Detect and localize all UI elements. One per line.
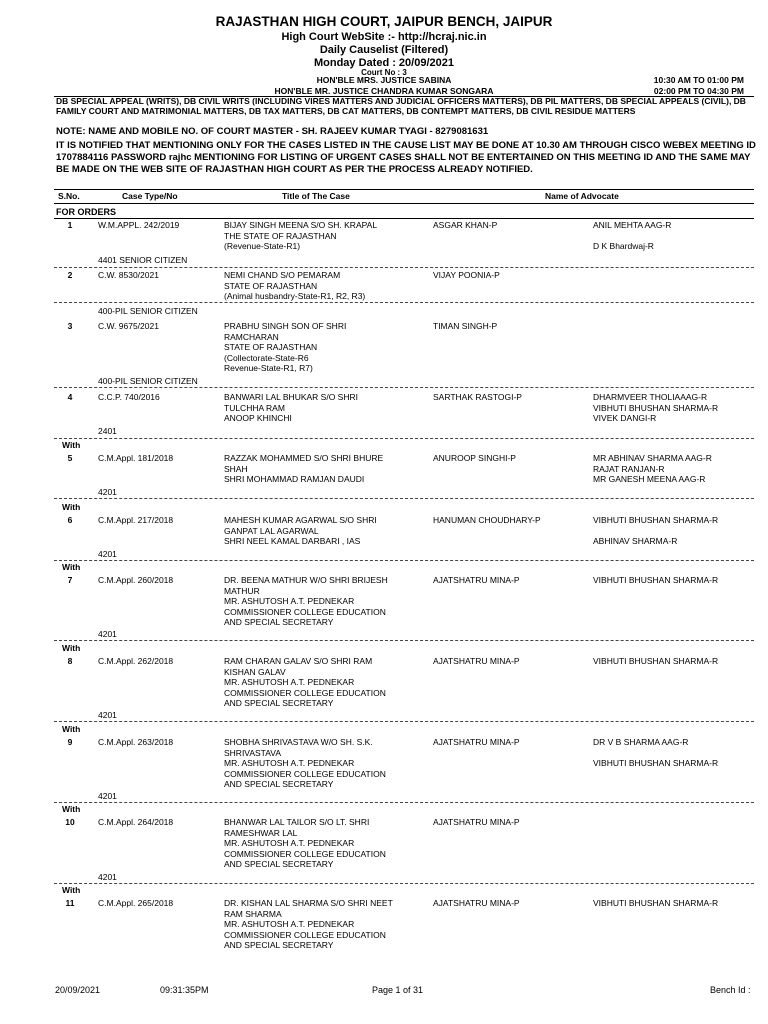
table-header-bottom-rule — [54, 203, 754, 204]
respondent-advocate: DR V B SHARMA AAG-R — [593, 737, 689, 747]
case-title-line: AND SPECIAL SECRETARY — [224, 698, 334, 708]
case-title-line: SHAH — [224, 463, 248, 474]
respondent-advocate: VIBHUTI BHUSHAN SHARMA-R — [593, 575, 719, 585]
serial-number: 3 — [67, 321, 73, 331]
col-title-header: Title of The Case — [282, 191, 350, 201]
petitioner-advocate: TIMAN SINGH-P — [433, 321, 498, 331]
case-title-line: BIJAY SINGH MEENA S/O SH. KRAPAL — [224, 220, 378, 230]
respondent-advocate: VIBHUTI BHUSHAN SHARMA-R — [593, 656, 719, 666]
case-title-line: MATHUR — [224, 585, 260, 596]
list-type: Daily Causelist (Filtered) — [319, 44, 449, 56]
session-time-2: 02:00 PM TO 04:30 PM — [653, 86, 744, 96]
case-number: C.W. 9675/2021 — [98, 321, 159, 331]
case-title-line: AND SPECIAL SECRETARY — [224, 779, 334, 789]
case-title-line: ANOOP KHINCHI — [224, 413, 292, 423]
case-title-line: SHRI NEEL KAMAL DARBARI , IAS — [224, 536, 361, 546]
case-note: 4201 — [98, 710, 117, 720]
case-number: C.M.Appl. 264/2018 — [98, 817, 174, 827]
case-title-line: KISHAN GALAV — [224, 666, 286, 677]
case-title-line: DR. KISHAN LAL SHARMA S/O SHRI NEET — [224, 898, 393, 908]
respondent-advocate: DHARMVEER THOLIAAAG-R — [593, 392, 708, 402]
case-title-line: AND SPECIAL SECRETARY — [224, 859, 334, 869]
petitioner-advocate: ASGAR KHAN-P — [433, 220, 498, 230]
respondent-advocate: ANIL MEHTA AAG-R — [593, 220, 672, 230]
case-note: 400-PIL SENIOR CITIZEN — [98, 306, 198, 316]
case-note: 400-PIL SENIOR CITIZEN — [98, 376, 198, 386]
respondent-advocate: VIBHUTI BHUSHAN SHARMA-R — [593, 898, 719, 908]
judge-2: HON'BLE MR. JUSTICE CHANDRA KUMAR SONGARA — [274, 86, 494, 96]
petitioner-advocate: VIJAY POONIA-P — [433, 270, 500, 280]
footer-page: Page 1 of 31 — [372, 985, 424, 995]
session-time-1: 10:30 AM TO 01:00 PM — [653, 75, 744, 85]
case-title-line: MR. ASHUTOSH A.T. PEDNEKAR — [224, 758, 355, 768]
case-title-line: MR. ASHUTOSH A.T. PEDNEKAR — [224, 919, 355, 929]
row-divider — [54, 640, 754, 641]
serial-number: 5 — [67, 453, 73, 463]
case-title-line: COMMISSIONER COLLEGE EDUCATION — [224, 848, 386, 859]
case-number: C.M.Appl. 265/2018 — [98, 898, 174, 908]
row-divider — [54, 438, 754, 439]
respondent-advocate: VIBHUTI BHUSHAN SHARMA-R — [593, 515, 719, 525]
matters-list: DB SPECIAL APPEAL (WRITS), DB CIVIL WRITS (INCLUDING VIRES MATTERS AND JUDICIAL OFFICERS MATTERS), DB PIL MATTERS, DB SPECIAL APPEALS (CIVIL), DB FAMILY COURT AND MATRIMONIAL MATTERS, DB TAX MATTERS, DB CAT MATTERS, DB CONTEMPT MATTERS, DB CIVIL RESIDUE MATTERS — [56, 96, 746, 116]
case-title-line: COMMISSIONER COLLEGE EDUCATION — [224, 929, 386, 940]
serial-number: 6 — [67, 515, 73, 525]
case-title-line: COMMISSIONER COLLEGE EDUCATION — [224, 768, 386, 779]
row-divider — [54, 387, 754, 388]
serial-number: 9 — [67, 737, 73, 747]
case-title-line: RAZZAK MOHAMMED S/O SHRI BHURE — [224, 453, 384, 463]
petitioner-advocate: AJATSHATRU MINA-P — [433, 817, 520, 827]
respondent-advocate: VIVEK DANGI-R — [593, 413, 657, 423]
case-title-line: STATE OF RAJASTHAN — [224, 280, 318, 291]
list-date: Monday Dated : 20/09/2021 — [313, 57, 454, 69]
case-title-line: MAHESH KUMAR AGARWAL S/O SHRI — [224, 515, 377, 525]
case-number: C.M.Appl. 181/2018 — [98, 453, 174, 463]
row-divider — [54, 560, 754, 561]
petitioner-advocate: SARTHAK RASTOGI-P — [433, 392, 522, 402]
case-title-line: GANPAT LAL AGARWAL — [224, 525, 319, 536]
respondent-advocate: ABHINAV SHARMA-R — [593, 536, 678, 546]
row-divider — [54, 302, 754, 303]
row-divider — [54, 498, 754, 499]
respondent-advocate: MR ABHINAV SHARMA AAG-R — [593, 453, 712, 463]
case-title-line: COMMISSIONER COLLEGE EDUCATION — [224, 606, 386, 617]
with-label: With — [62, 804, 81, 814]
case-title-line: RAM CHARAN GALAV S/O SHRI RAM — [224, 656, 373, 666]
case-title-line: BANWARI LAL BHUKAR S/O SHRI — [224, 392, 358, 402]
court-master-note: NOTE: NAME AND MOBILE NO. OF COURT MASTER - SH. RAJEEV KUMAR TYAGI - 8279081631 — [56, 126, 489, 137]
respondent-advocate: RAJAT RANJAN-R — [593, 463, 665, 474]
case-title-line: RAM SHARMA — [224, 908, 282, 919]
case-note: 4201 — [98, 487, 117, 497]
case-number: C.M.Appl. 263/2018 — [98, 737, 174, 747]
case-title-line: DR. BEENA MATHUR W/O SHRI BRIJESH — [224, 575, 388, 585]
case-note: 4201 — [98, 549, 117, 559]
case-title-line: TULCHHA RAM — [224, 402, 285, 413]
case-number: C.C.P. 740/2016 — [98, 392, 160, 402]
court-title: RAJASTHAN HIGH COURT, JAIPUR BENCH, JAIPUR — [215, 14, 553, 29]
case-number: C.M.Appl. 262/2018 — [98, 656, 174, 666]
case-title-line: MR. ASHUTOSH A.T. PEDNEKAR — [224, 838, 355, 848]
case-note: 4201 — [98, 629, 117, 639]
serial-number: 2 — [67, 270, 73, 280]
case-title-line: AND SPECIAL SECRETARY — [224, 940, 334, 950]
case-title-line: THE STATE OF RAJASTHAN — [224, 230, 337, 241]
case-note: 4401 SENIOR CITIZEN — [98, 255, 188, 265]
petitioner-advocate: AJATSHATRU MINA-P — [433, 575, 520, 585]
case-title-line: MR. ASHUTOSH A.T. PEDNEKAR — [224, 677, 355, 687]
case-number: W.M.APPL. 242/2019 — [98, 220, 180, 230]
col-case-type-header: Case Type/No — [122, 191, 178, 201]
case-number: C.M.Appl. 260/2018 — [98, 575, 174, 585]
with-label: With — [62, 562, 81, 572]
row-divider — [54, 267, 754, 268]
case-title-line: NEMI CHAND S/O PEMARAM — [224, 270, 341, 280]
with-label: With — [62, 885, 81, 895]
case-title-line: PRABHU SINGH SON OF SHRI — [224, 321, 347, 331]
footer-time: 09:31:35PM — [160, 985, 209, 995]
case-title-line: RAMCHARAN — [224, 331, 279, 342]
petitioner-advocate: AJATSHATRU MINA-P — [433, 656, 520, 666]
respondent-advocate: VIBHUTI BHUSHAN SHARMA-R — [593, 758, 719, 768]
section-rule — [54, 218, 754, 219]
footer-bench-id: Bench Id : — [710, 985, 751, 995]
respondent-advocate: MR GANESH MEENA AAG-R — [593, 474, 706, 484]
case-title-line: STATE OF RAJASTHAN — [224, 342, 318, 352]
case-title-line: (Collectorate-State-R6 — [224, 352, 309, 363]
with-label: With — [62, 643, 81, 653]
footer-date: 20/09/2021 — [55, 985, 101, 995]
petitioner-advocate: HANUMAN CHOUDHARY-P — [433, 515, 541, 525]
petitioner-advocate: AJATSHATRU MINA-P — [433, 898, 520, 908]
case-title-line: (Animal husbandry-State-R1, R2, R3) — [224, 291, 366, 301]
table-header-top-rule — [54, 189, 754, 190]
case-title-line: SHOBHA SHRIVASTAVA W/O SH. S.K. — [224, 737, 373, 747]
case-note: 4201 — [98, 791, 117, 801]
case-note: 2401 — [98, 426, 117, 436]
serial-number: 11 — [65, 898, 75, 908]
section-for-orders: FOR ORDERS — [56, 207, 117, 217]
with-label: With — [62, 724, 81, 734]
case-title-line: SHRI MOHAMMAD RAMJAN DAUDI — [224, 474, 365, 484]
court-number: Court No : 3 — [361, 68, 407, 77]
row-divider — [54, 721, 754, 722]
case-title-line: COMMISSIONER COLLEGE EDUCATION — [224, 687, 386, 698]
case-title-line: BHANWAR LAL TAILOR S/O LT. SHRI — [224, 817, 370, 827]
case-title-line: SHRIVASTAVA — [224, 747, 281, 758]
with-label: With — [62, 502, 81, 512]
case-title-line: AND SPECIAL SECRETARY — [224, 617, 334, 627]
serial-number: 7 — [67, 575, 73, 585]
mentioning-notice: IT IS NOTIFIED THAT MENTIONING ONLY FOR THE CASES LISTED IN THE CAUSE LIST MAY BE DONE AT 10.30 AM THROUGH CISCO WEBEX MEETING ID 1707884116 PASSWORD rajhc MENTIONING FOR LISTING OF URGENT CASES SHALL NOT BE ENTERTAINED ON THIS MEETING ID AND THE SAME MAY BE MADE ON THE WEB SITE OF RAJASTHAN HIGH COURT AS PER THE PROCESS ALREADY NOTIFIED. — [56, 140, 756, 175]
serial-number: 1 — [67, 220, 73, 230]
with-label: With — [62, 440, 81, 450]
case-number: C.M.Appl. 217/2018 — [98, 515, 174, 525]
serial-number: 8 — [67, 656, 73, 666]
petitioner-advocate: AJATSHATRU MINA-P — [433, 737, 520, 747]
serial-number: 4 — [67, 392, 73, 402]
row-divider — [54, 883, 754, 884]
case-number: C.W. 8530/2021 — [98, 270, 159, 280]
col-sno-header: S.No. — [58, 191, 80, 201]
row-divider — [54, 802, 754, 803]
serial-number: 10 — [65, 817, 75, 827]
respondent-advocate: D K Bhardwaj-R — [593, 241, 654, 251]
case-title-line: Revenue-State-R1, R7) — [224, 363, 313, 373]
case-title-line: RAMESHWAR LAL — [224, 827, 298, 838]
case-title-line: MR. ASHUTOSH A.T. PEDNEKAR — [224, 596, 355, 606]
petitioner-advocate: ANUROOP SINGHI-P — [433, 453, 516, 463]
case-note: 4201 — [98, 872, 117, 882]
court-website: High Court WebSite :- http://hcraj.nic.in — [281, 31, 487, 43]
respondent-advocate: VIBHUTI BHUSHAN SHARMA-R — [593, 402, 719, 413]
judge-1: HON'BLE MRS. JUSTICE SABINA — [316, 75, 452, 85]
case-title-line: (Revenue-State-R1) — [224, 241, 301, 251]
col-advocate-header: Name of Advocate — [545, 191, 619, 201]
